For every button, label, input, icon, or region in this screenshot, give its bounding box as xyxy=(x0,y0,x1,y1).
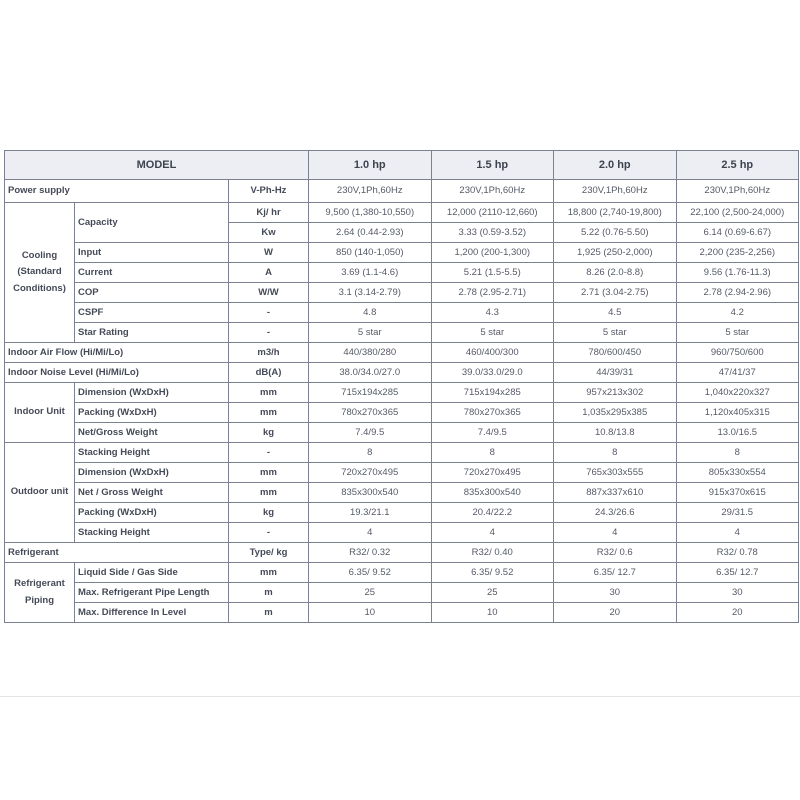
unit-cell: - xyxy=(229,303,309,323)
value-cell: 9.56 (1.76-11.3) xyxy=(676,263,799,283)
model-4-header: 2.5 hp xyxy=(676,151,799,180)
value-cell: 230V,1Ph,60Hz xyxy=(554,180,677,203)
unit-cell: V-Ph-Hz xyxy=(229,180,309,203)
value-cell: 47/41/37 xyxy=(676,363,799,383)
table-row xyxy=(5,263,799,283)
table-row xyxy=(5,423,799,443)
value-cell: 957x213x302 xyxy=(554,383,677,403)
value-cell: 2.78 (2.95-2.71) xyxy=(431,283,554,303)
value-cell: 3.1 (3.14-2.79) xyxy=(309,283,432,303)
table-row xyxy=(5,343,799,363)
unit-cell: kg xyxy=(229,503,309,523)
param-cell: Max. Refrigerant Pipe Length xyxy=(75,583,229,603)
value-cell: R32/ 0.40 xyxy=(431,543,554,563)
value-cell: 5.22 (0.76-5.50) xyxy=(554,223,677,243)
table-row xyxy=(5,363,799,383)
value-cell: R32/ 0.6 xyxy=(554,543,677,563)
value-cell: 20 xyxy=(676,603,799,623)
value-cell: 8 xyxy=(676,443,799,463)
value-cell: 835x300x540 xyxy=(431,483,554,503)
unit-cell: m xyxy=(229,603,309,623)
unit-cell: mm xyxy=(229,483,309,503)
param-cell: Current xyxy=(75,263,229,283)
value-cell: 9,500 (1,380-10,550) xyxy=(309,203,432,223)
param-cell: CSPF xyxy=(75,303,229,323)
value-cell: 2,200 (235-2,256) xyxy=(676,243,799,263)
value-cell: 887x337x610 xyxy=(554,483,677,503)
model-1-header: 1.0 hp xyxy=(309,151,432,180)
noise-label: Indoor Noise Level (Hi/Mi/Lo) xyxy=(5,363,229,383)
table-row xyxy=(5,383,799,403)
value-cell: 230V,1Ph,60Hz xyxy=(309,180,432,203)
param-cell: Net / Gross Weight xyxy=(75,483,229,503)
value-cell: R32/ 0.78 xyxy=(676,543,799,563)
value-cell: 835x300x540 xyxy=(309,483,432,503)
unit-cell: A xyxy=(229,263,309,283)
unit-cell: - xyxy=(229,523,309,543)
unit-cell: mm xyxy=(229,563,309,583)
value-cell: 4 xyxy=(554,523,677,543)
unit-cell: - xyxy=(229,443,309,463)
value-cell: 5 star xyxy=(431,323,554,343)
param-cell: Stacking Height xyxy=(75,443,229,463)
power-supply-label: Power supply xyxy=(5,180,229,203)
param-cell: Star Rating xyxy=(75,323,229,343)
value-cell: 10.8/13.8 xyxy=(554,423,677,443)
value-cell: 25 xyxy=(309,583,432,603)
value-cell: 8 xyxy=(554,443,677,463)
table-row xyxy=(5,503,799,523)
table-row xyxy=(5,563,799,583)
table-row xyxy=(5,243,799,263)
outdoor-unit-group-label: Outdoor unit xyxy=(5,443,75,543)
unit-cell: m xyxy=(229,583,309,603)
table-row xyxy=(5,203,799,223)
value-cell: 1,200 (200-1,300) xyxy=(431,243,554,263)
table-row xyxy=(5,283,799,303)
value-cell: 915x370x615 xyxy=(676,483,799,503)
value-cell: 22,100 (2,500-24,000) xyxy=(676,203,799,223)
value-cell: 39.0/33.0/29.0 xyxy=(431,363,554,383)
value-cell: 20 xyxy=(554,603,677,623)
value-cell: 29/31.5 xyxy=(676,503,799,523)
value-cell: 12,000 (2110-12,660) xyxy=(431,203,554,223)
air-flow-label: Indoor Air Flow (Hi/Mi/Lo) xyxy=(5,343,229,363)
cooling-group-label: Cooling (Standard Conditions) xyxy=(5,203,75,343)
value-cell: 805x330x554 xyxy=(676,463,799,483)
value-cell: 4 xyxy=(676,523,799,543)
value-cell: 6.14 (0.69-6.67) xyxy=(676,223,799,243)
value-cell: 10 xyxy=(431,603,554,623)
unit-cell: W/W xyxy=(229,283,309,303)
value-cell: 850 (140-1,050) xyxy=(309,243,432,263)
value-cell: R32/ 0.32 xyxy=(309,543,432,563)
value-cell: 2.71 (3.04-2.75) xyxy=(554,283,677,303)
value-cell: 3.69 (1.1-4.6) xyxy=(309,263,432,283)
spec-table xyxy=(4,150,799,623)
value-cell: 8 xyxy=(431,443,554,463)
table-row xyxy=(5,483,799,503)
unit-cell: kg xyxy=(229,423,309,443)
table-row xyxy=(5,523,799,543)
param-cell: Input xyxy=(75,243,229,263)
table-row xyxy=(5,583,799,603)
value-cell: 5.21 (1.5-5.5) xyxy=(431,263,554,283)
value-cell: 780/600/450 xyxy=(554,343,677,363)
value-cell: 5 star xyxy=(309,323,432,343)
param-cell: Packing (WxDxH) xyxy=(75,403,229,423)
value-cell: 13.0/16.5 xyxy=(676,423,799,443)
value-cell: 765x303x555 xyxy=(554,463,677,483)
value-cell: 25 xyxy=(431,583,554,603)
piping-group-label: Refrigerant Piping xyxy=(5,563,75,623)
unit-cell: - xyxy=(229,323,309,343)
table-row xyxy=(5,463,799,483)
param-cell: Dimension (WxDxH) xyxy=(75,383,229,403)
value-cell: 1,035x295x385 xyxy=(554,403,677,423)
value-cell: 10 xyxy=(309,603,432,623)
unit-cell: Kj/ hr xyxy=(229,203,309,223)
table-row xyxy=(5,303,799,323)
value-cell: 1,040x220x327 xyxy=(676,383,799,403)
value-cell: 6.35/ 12.7 xyxy=(554,563,677,583)
value-cell: 715x194x285 xyxy=(309,383,432,403)
header-row xyxy=(5,151,799,180)
value-cell: 20.4/22.2 xyxy=(431,503,554,523)
table-row xyxy=(5,443,799,463)
unit-cell: mm xyxy=(229,463,309,483)
value-cell: 4.3 xyxy=(431,303,554,323)
value-cell: 4 xyxy=(431,523,554,543)
value-cell: 7.4/9.5 xyxy=(431,423,554,443)
indoor-unit-group-label: Indoor Unit xyxy=(5,383,75,443)
value-cell: 230V,1Ph,60Hz xyxy=(431,180,554,203)
unit-cell: dB(A) xyxy=(229,363,309,383)
table-row xyxy=(5,180,799,203)
unit-cell: mm xyxy=(229,383,309,403)
value-cell: 7.4/9.5 xyxy=(309,423,432,443)
value-cell: 3.33 (0.59-3.52) xyxy=(431,223,554,243)
value-cell: 4.5 xyxy=(554,303,677,323)
model-3-header: 2.0 hp xyxy=(554,151,677,180)
value-cell: 715x194x285 xyxy=(431,383,554,403)
param-cell: Liquid Side / Gas Side xyxy=(75,563,229,583)
value-cell: 30 xyxy=(676,583,799,603)
table-row xyxy=(5,603,799,623)
value-cell: 230V,1Ph,60Hz xyxy=(676,180,799,203)
value-cell: 1,925 (250-2,000) xyxy=(554,243,677,263)
value-cell: 6.35/ 9.52 xyxy=(431,563,554,583)
value-cell: 8.26 (2.0-8.8) xyxy=(554,263,677,283)
refrigerant-label: Refrigerant xyxy=(5,543,229,563)
unit-cell: mm xyxy=(229,403,309,423)
value-cell: 4.8 xyxy=(309,303,432,323)
value-cell: 5 star xyxy=(554,323,677,343)
model-2-header: 1.5 hp xyxy=(431,151,554,180)
value-cell: 19.3/21.1 xyxy=(309,503,432,523)
param-cell: Packing (WxDxH) xyxy=(75,503,229,523)
value-cell: 2.64 (0.44-2.93) xyxy=(309,223,432,243)
value-cell: 460/400/300 xyxy=(431,343,554,363)
value-cell: 440/380/280 xyxy=(309,343,432,363)
param-cell: Net/Gross Weight xyxy=(75,423,229,443)
table-row xyxy=(5,403,799,423)
value-cell: 780x270x365 xyxy=(431,403,554,423)
param-cell: Max. Difference In Level xyxy=(75,603,229,623)
value-cell: 6.35/ 9.52 xyxy=(309,563,432,583)
value-cell: 1,120x405x315 xyxy=(676,403,799,423)
value-cell: 2.78 (2.94-2.96) xyxy=(676,283,799,303)
unit-cell: W xyxy=(229,243,309,263)
bottom-divider xyxy=(0,696,800,697)
unit-cell: Kw xyxy=(229,223,309,243)
value-cell: 960/750/600 xyxy=(676,343,799,363)
param-cell: Dimension (WxDxH) xyxy=(75,463,229,483)
table-row xyxy=(5,323,799,343)
value-cell: 6.35/ 12.7 xyxy=(676,563,799,583)
unit-cell: m3/h xyxy=(229,343,309,363)
value-cell: 5 star xyxy=(676,323,799,343)
value-cell: 720x270x495 xyxy=(309,463,432,483)
value-cell: 38.0/34.0/27.0 xyxy=(309,363,432,383)
value-cell: 24.3/26.6 xyxy=(554,503,677,523)
value-cell: 30 xyxy=(554,583,677,603)
value-cell: 720x270x495 xyxy=(431,463,554,483)
model-header: MODEL xyxy=(5,151,309,180)
unit-cell: Type/ kg xyxy=(229,543,309,563)
param-cell: Capacity xyxy=(75,203,229,243)
table-row xyxy=(5,543,799,563)
value-cell: 4 xyxy=(309,523,432,543)
param-cell: COP xyxy=(75,283,229,303)
value-cell: 18,800 (2,740-19,800) xyxy=(554,203,677,223)
value-cell: 4.2 xyxy=(676,303,799,323)
value-cell: 780x270x365 xyxy=(309,403,432,423)
value-cell: 44/39/31 xyxy=(554,363,677,383)
value-cell: 8 xyxy=(309,443,432,463)
param-cell: Stacking Height xyxy=(75,523,229,543)
